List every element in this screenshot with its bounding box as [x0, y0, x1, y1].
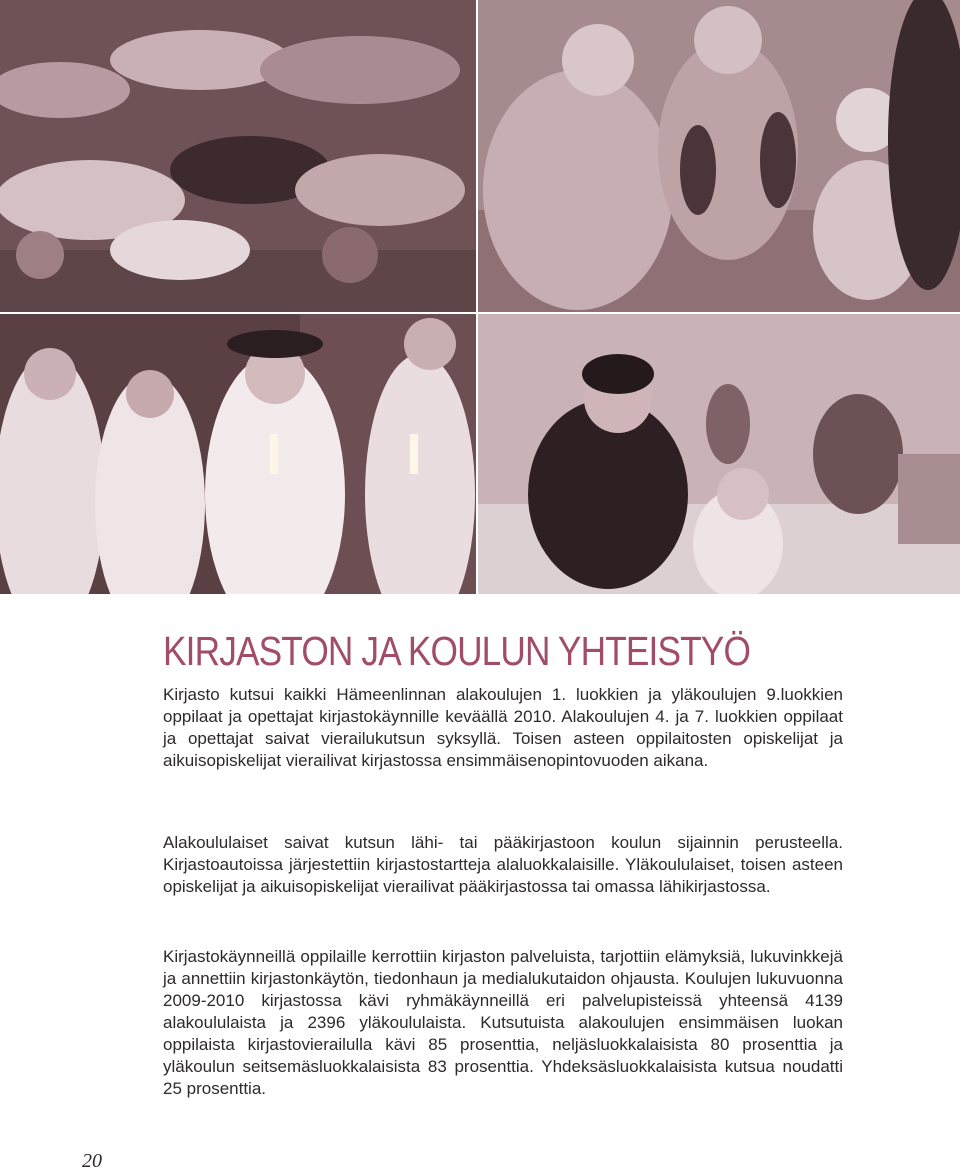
- article-content: [163, 628, 843, 1098]
- article-paragraph: Kirjasto kutsui kaikki Hämeenlinnan alakoulujen 1. luokkien ja yläkoulujen 9.luokkien oppilaat ja opettajat kirjastokäynnille keväällä 2010. Alakoulujen 4. ja 7. luokkien oppilaat ja opettajat saivat vierailukutsun syksyllä. Toisen asteen oppilaitosten opiskelijat ja aikuisopiskelijat vierailivat kirjastossa ensimmäisenopintovuoden aikana.: [163, 685, 843, 770]
- article-paragraph: Kirjastokäynneillä oppilaille kerrottiin kirjaston palveluista, tarjottiin elämyksiä, lukuvinkkejä ja annettiin kirjastonkäytön, tiedonhaun ja medialukutaidon ohjausta. Koulujen lukuvuonna 2009-2010 kirjastossa kävi ryhmäkäynneillä eri palvelupisteissä yhteensä 4139 alakoululaista ja 2396 yläkoululaista. Kutsutuista alakoulujen ensimmäisen luokan oppilaista kirjastovierailulla kävi 85 prosenttia, neljäsluokkalaisista 80 prosenttia ja yläkoulun seitsemäsluokkalaisista 83 prosenttia. Yhdeksäsluokkalaisista kutsua noudatti 25 prosenttia.: [163, 947, 843, 1098]
- article-paragraph: Alakoululaiset saivat kutsun lähi- tai pääkirjastoon koulun sijainnin perusteella. Kirjastoautoissa järjestettiin kirjastostartteja alaluokkalaisille. Yläkoululaiset, toisen asteen opiskelijat ja aikuisopiskelijat vierailivat pääkirjastossa tai omassa lähikirjastossa.: [163, 833, 843, 896]
- photo-lucia-procession: [0, 314, 476, 594]
- photo-children-on-floor: [0, 0, 476, 312]
- photo-girl-at-table: [478, 314, 960, 594]
- photo-puppets-and-baby: [478, 0, 960, 312]
- page-number: 20: [82, 1150, 102, 1172]
- article-title: KIRJASTON JA KOULUN YHTEISTYÖ: [163, 628, 751, 674]
